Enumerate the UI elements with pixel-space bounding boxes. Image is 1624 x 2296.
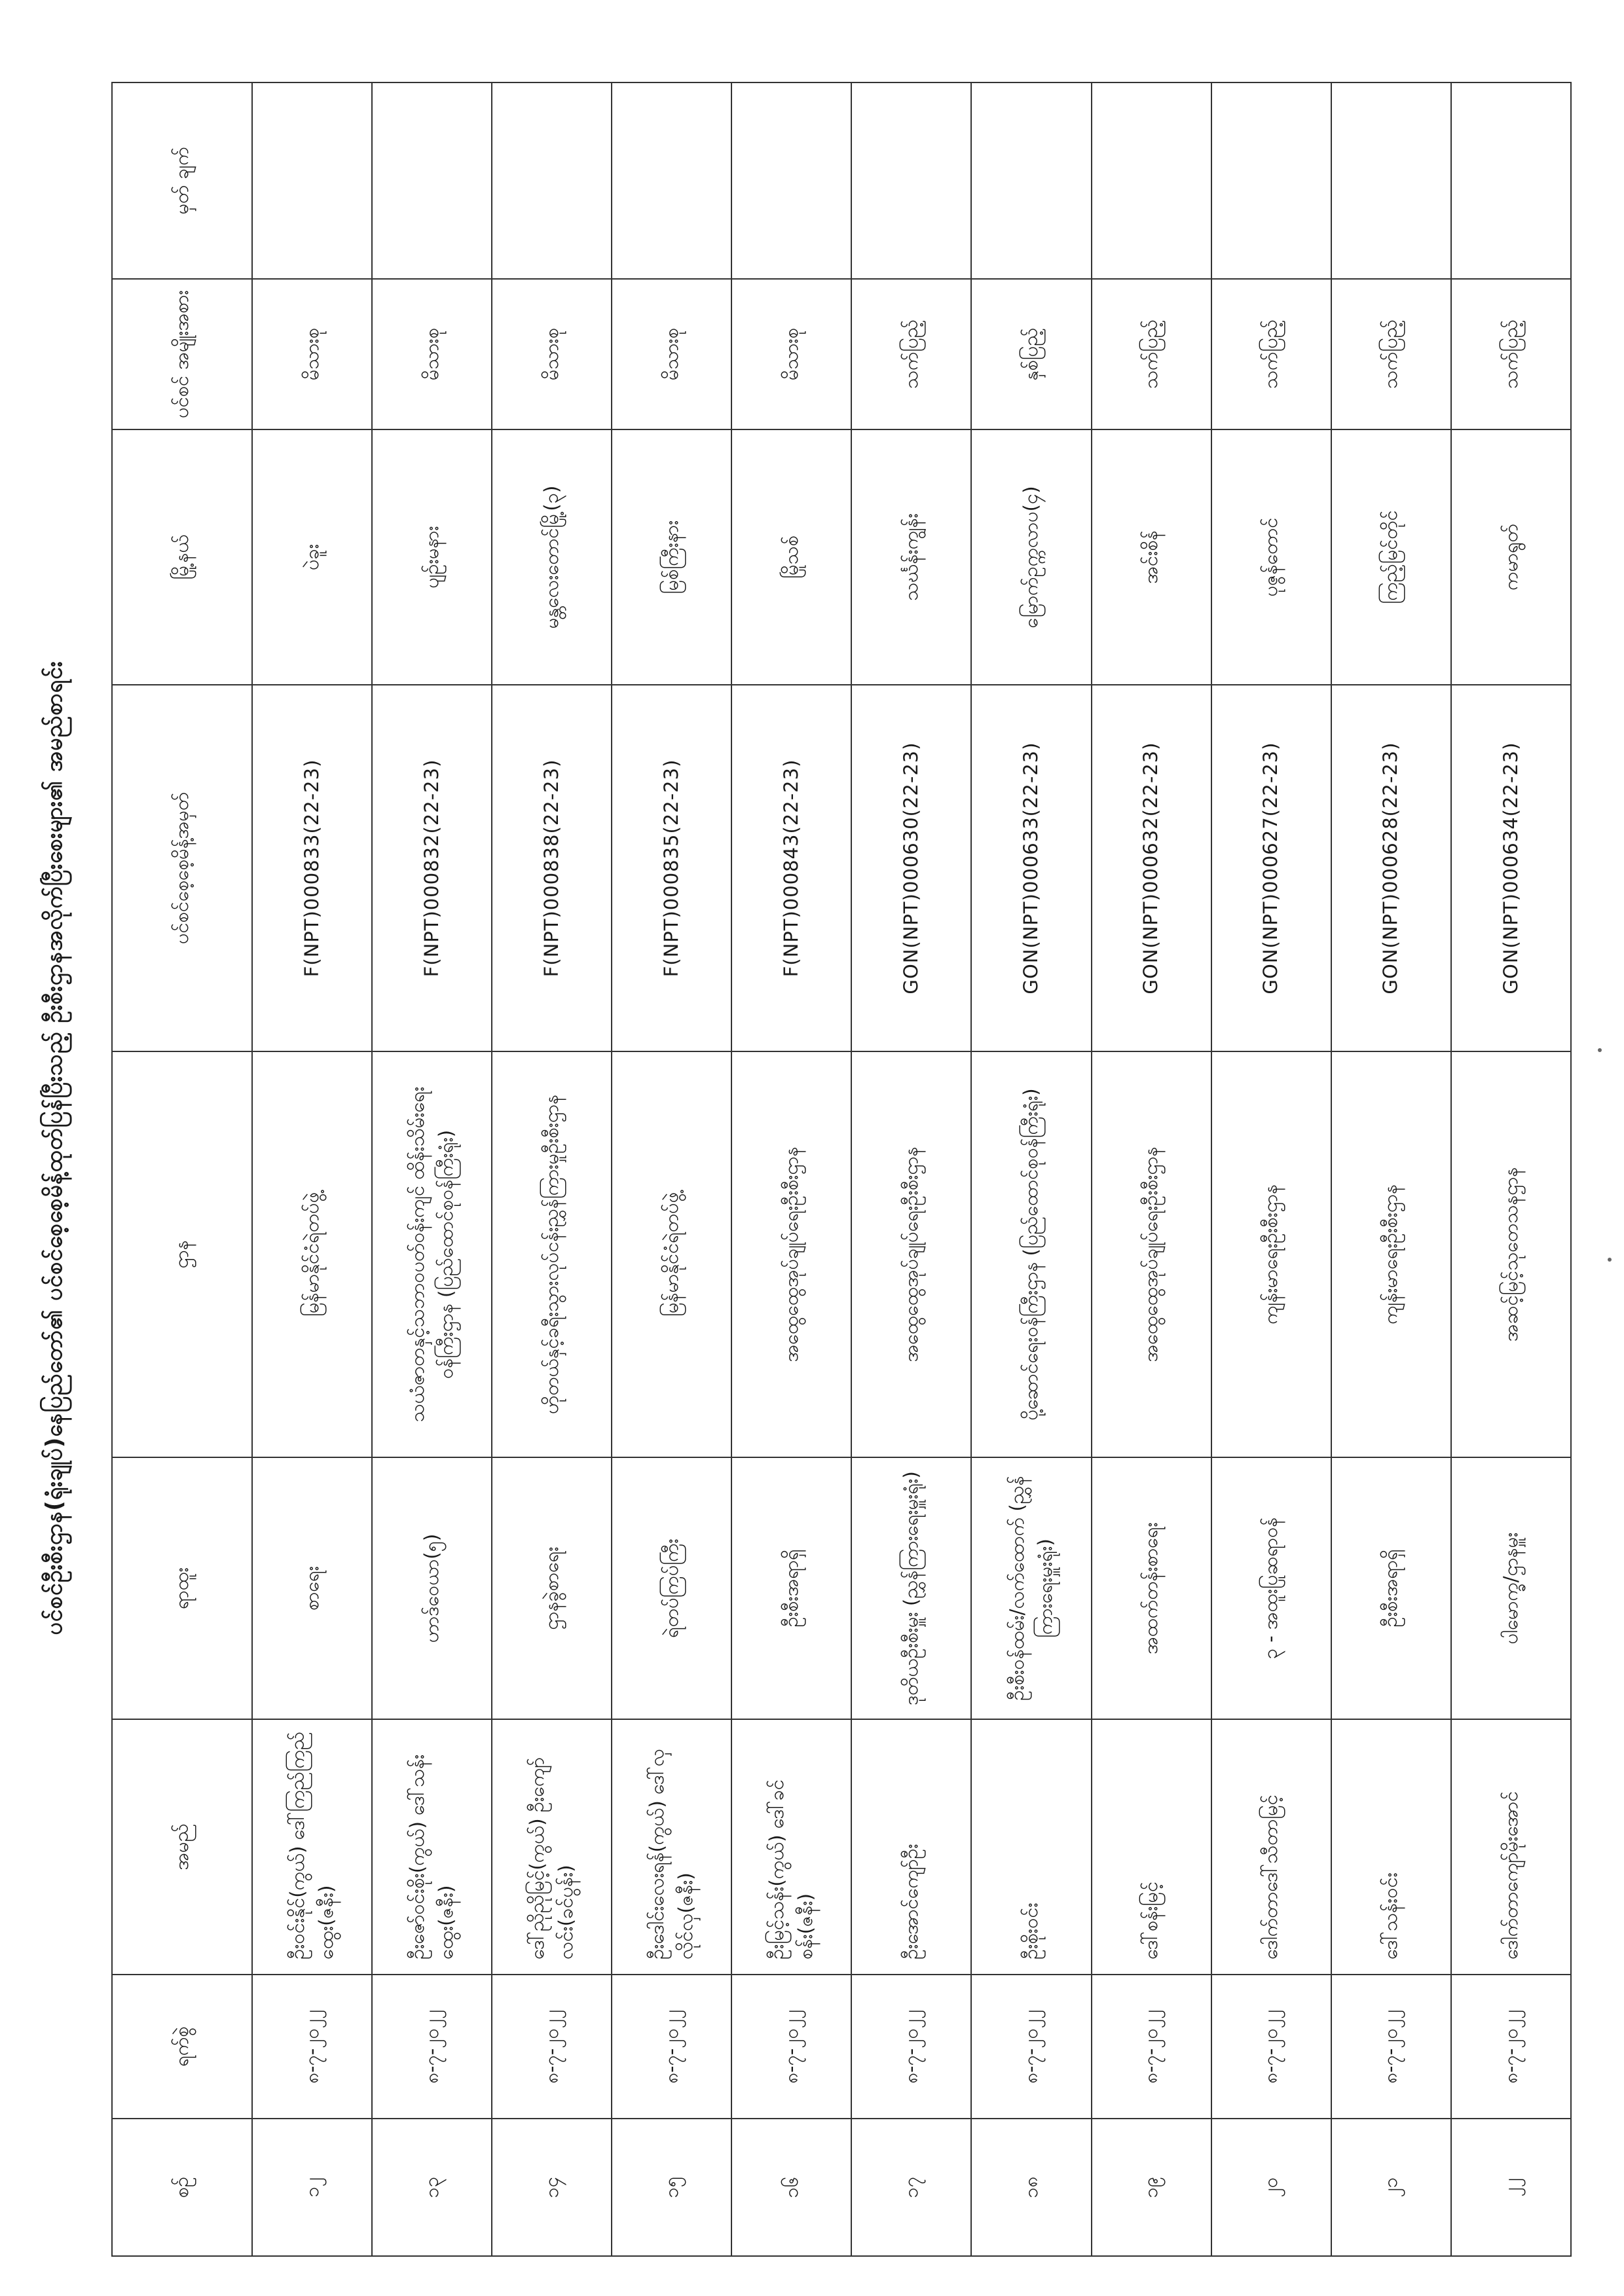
cell-date: ၈-၇-၂၀၂၂ — [252, 1975, 372, 2119]
cell-remarks — [492, 82, 612, 279]
cell-name: ဒေါက်တာဒေါ်သီတာမြင့် — [1211, 1719, 1331, 1975]
cell-no: ၁၉ — [1092, 2119, 1211, 2256]
cell-township: မြောက်ဥက္ကလာပ(၄) — [971, 429, 1091, 685]
cell-no: ၂၁ — [1331, 2119, 1451, 2256]
cell-department: အဆင့်မြင့်သုတေသနဌာန — [1451, 1051, 1571, 1457]
cell-remarks — [1211, 82, 1331, 279]
header-no: စဉ် — [112, 2119, 252, 2256]
cell-pension-no: GON(NPT)000630(22-23) — [851, 685, 971, 1051]
cell-rank: ပါမောက္ခ/ဌာနမှူး — [1451, 1457, 1571, 1719]
cell-date: ၈-၇-၂၀၂၂ — [372, 1975, 492, 2119]
cell-date: ၈-၇-၂၀၂၂ — [1092, 1975, 1211, 2119]
cell-no: ၁၅ — [612, 2119, 731, 2256]
cell-department: ကျန်းမာရေးဦးစီးဌာန — [1211, 1051, 1331, 1457]
cell-remarks — [1331, 82, 1451, 279]
cell-type: သက်ပြည့် — [1451, 279, 1571, 429]
pension-list-table — [111, 82, 1572, 2257]
table-row — [492, 82, 612, 2256]
cell-rank: ဌာနခွဲစာရေး — [492, 1457, 612, 1719]
cell-no: ၁၂ — [252, 2119, 372, 2256]
cell-township: ကမာရွတ် — [1451, 429, 1571, 685]
cell-rank: ဦးစီးဝန်ထမ်း/လက်ထောက် (ညွှန်ကြားရေးမှူးရုံး) — [971, 1457, 1091, 1719]
cell-pension-no: GON(NPT)000628(22-23) — [1331, 685, 1451, 1051]
cell-name: ဦးမြင့်သန်း(ကွယ်) ဒေါ်ခင်စန်း(ဇနီး) — [731, 1719, 851, 1975]
table-row — [1331, 82, 1451, 2256]
cell-pension-no: F(NPT)000835(22-23) — [612, 685, 731, 1051]
header-date: ရက်စွဲ — [112, 1975, 252, 2119]
cell-date: ၈-၇-၂၀၂၂ — [612, 1975, 731, 2119]
cell-rank: အထက်တန်းစာရေး — [1092, 1457, 1211, 1719]
cell-remarks — [1092, 82, 1211, 279]
cell-department: သယံဇာတနှင့်သဘာဝပတ်ဝန်းကျင် ထိန်းသိမ်းရေးဝန်ကြီးဌာန (ပြည်ထောင်စုဝန်ကြီးရုံး) — [372, 1051, 492, 1457]
cell-township: ကြည့်မြင်တိုင် — [1331, 429, 1451, 685]
cell-department: မြန်မာနိုင်ငံရဲတပ်ဖွဲ့ — [252, 1051, 372, 1457]
cell-remarks — [372, 82, 492, 279]
cell-department: အထွေထွေအုပ်ချုပ်ရေးဦးစီးဌာန — [851, 1051, 971, 1457]
cell-type: နှစ်ပြည့် — [971, 279, 1091, 429]
cell-remarks — [252, 82, 372, 279]
cell-name: ဦးအောင်ကျော်ဦး — [851, 1719, 971, 1975]
cell-township: မြစ်ကြီးနား — [612, 429, 731, 685]
table-row — [612, 82, 731, 2256]
cell-no: ၂၂ — [1451, 2119, 1571, 2256]
table-row — [971, 82, 1091, 2256]
cell-rank: ဦးစီးအရာရှိ — [731, 1457, 851, 1719]
cell-pension-no: F(NPT)000832(22-23) — [372, 685, 492, 1051]
document-title: ပင်စင်ဦးစီးဌာန(ရုံးချုပ်)နေပြည်တော်၏ ပင်စင်စေ့စေ့မိန့်ထုတ်ပြန်ပြီးသည့် ဦးစီးဌာနအလိုက်ပြီးစေးများ၏ အမည်စာရင်း — [41, 661, 67, 1635]
scan-speck — [1608, 1258, 1612, 1262]
table-row — [1092, 82, 1211, 2256]
cell-no: ၁၆ — [731, 2119, 851, 2256]
table-row — [372, 82, 492, 2256]
cell-name: ဒေါ်ညိုညိုမြင့်(ကွယ်) ဦးကျော်လင်း(ခင်ပွန်း) — [492, 1719, 612, 1975]
cell-type: သက်ပြည့် — [1092, 279, 1211, 429]
cell-pension-no: GON(NPT)000634(22-23) — [1451, 685, 1571, 1051]
cell-date: ၈-၇-၂၀၂၂ — [731, 1975, 851, 2119]
cell-name: ဦးဇော်ဝင်းစိုး(ကွယ်) ဒေါ်သန်းထွေး(ဇနီး) — [372, 1719, 492, 1975]
cell-township: ပဲခူး — [252, 429, 372, 685]
cell-rank: ရဲတပ်ကြပ်ကြီး — [612, 1457, 731, 1719]
cell-rank: စာရေး — [252, 1457, 372, 1719]
header-township: မြို့နယ် — [112, 429, 252, 685]
cell-township: ပျဉ်းမနား — [372, 429, 492, 685]
cell-name: ဦးစိုးဝင်း — [971, 1719, 1091, 1975]
cell-date: ၈-၇-၂၀၂၂ — [971, 1975, 1091, 2119]
cell-pension-no: F(NPT)000833(22-23) — [252, 685, 372, 1051]
header-name: အမည် — [112, 1719, 252, 1975]
table-row — [252, 82, 372, 2256]
header-remarks: မှတ် ချက် — [112, 82, 252, 279]
cell-rank: ၃ - အထူးပြုဆရာဝန် — [1211, 1457, 1331, 1719]
cell-type: သက်ပြည့် — [1211, 279, 1331, 429]
scan-speck — [1598, 1048, 1602, 1052]
cell-date: ၈-၇-၂၀၂၂ — [851, 1975, 971, 2119]
cell-date: ၈-၇-၂၀၂၂ — [492, 1975, 612, 2119]
cell-pension-no: F(NPT)000838(22-23) — [492, 685, 612, 1051]
cell-type: မိသားစု — [731, 279, 851, 429]
table-row — [851, 82, 971, 2256]
cell-no: ၁၃ — [372, 2119, 492, 2256]
cell-type: မိသားစု — [612, 279, 731, 429]
header-department: ဌာန — [112, 1051, 252, 1457]
cell-rank: ဦးစီးအရာရှိ — [1331, 1457, 1451, 1719]
cell-type: မိသားစု — [372, 279, 492, 429]
cell-remarks — [1451, 82, 1571, 279]
cell-remarks — [971, 82, 1091, 279]
cell-department: ပို့ဆောင်ရေးဝန်ကြီးဌာန (ပြည်ထောင်စုဝန်ကြီးရုံး) — [971, 1051, 1091, 1457]
header-rank: ရာထူး — [112, 1457, 252, 1719]
cell-department: ဟိုတယ်နှင့်ခရီးသွားလုပ်ငန်းညွှန်ကြားမှုဦးစီးဌာန — [492, 1051, 612, 1457]
cell-rank: ဟာဒ်ဝေယာ(၅) — [372, 1457, 492, 1719]
cell-pension-no: GON(NPT)000632(22-23) — [1092, 685, 1211, 1051]
cell-pension-no: GON(NPT)000627(22-23) — [1211, 685, 1331, 1051]
cell-type: သက်ပြည့် — [851, 279, 971, 429]
cell-township: မြိုသစ် — [731, 429, 851, 685]
cell-pension-no: GON(NPT)000633(22-23) — [971, 685, 1091, 1051]
cell-type: သက်ပြည့် — [1331, 279, 1451, 429]
cell-township: သင်္ဃန်းကျွန်း — [851, 429, 971, 685]
cell-department: အထွေထွေအုပ်ချုပ်ရေးဦးစီးဌာန — [1092, 1051, 1211, 1457]
cell-remarks — [612, 82, 731, 279]
cell-name: ဒေါ်သန်းဝင်း — [1331, 1719, 1451, 1975]
table-row — [731, 82, 851, 2256]
cell-no: ၁၄ — [492, 2119, 612, 2256]
cell-date: ၈-၇-၂၀၂၂ — [1331, 1975, 1451, 2119]
cell-township: မန္တလေးတောင်မြို့(၃) — [492, 429, 612, 685]
header-pension-no: ပင်စင်စေ့စေ့မိန့်အမှတ် — [112, 685, 252, 1051]
cell-type: မိသားစု — [492, 279, 612, 429]
cell-date: ၈-၇-၂၀၂၂ — [1451, 1975, 1571, 2119]
cell-township: အင်းစိန် — [1092, 429, 1211, 685]
cell-department: ကျန်းမာရေးဦးစီးဌာန — [1331, 1051, 1451, 1457]
table-row — [1211, 82, 1331, 2256]
table-header-row — [112, 82, 252, 2256]
cell-rank: ဒုတိယဦးစီးမှူး (ညွှန်ကြားရေးမှူးရုံး) — [851, 1457, 971, 1719]
cell-no: ၂၀ — [1211, 2119, 1331, 2256]
cell-name: ဒေါ်စန်းမြင့် — [1092, 1719, 1211, 1975]
cell-name: ဦးဝင်းနိုင်(ကွယ်) ဒေါ်ကြည်ကြည်ထွေး(ဇနီး) — [252, 1719, 372, 1975]
cell-no: ၁၇ — [851, 2119, 971, 2256]
header-type: ပင်စင် အမျိုးအစား — [112, 279, 252, 429]
cell-department: မြန်မာနိုင်ငံရဲတပ်ဖွဲ့ — [612, 1051, 731, 1457]
cell-type: မိသားစု — [252, 279, 372, 429]
cell-pension-no: F(NPT)000843(22-23) — [731, 685, 851, 1051]
cell-department: အထွေထွေအုပ်ချုပ်ရေးဦးစီးဌာန — [731, 1051, 851, 1457]
cell-township: ပုဇွန်တောင် — [1211, 429, 1331, 685]
cell-remarks — [731, 82, 851, 279]
cell-no: ၁၈ — [971, 2119, 1091, 2256]
cell-date: ၈-၇-၂၀၂၂ — [1211, 1975, 1331, 2119]
table-row — [1451, 82, 1571, 2256]
cell-remarks — [851, 82, 971, 279]
cell-name: ဒေါက်တာကျော်မိုးအောင် — [1451, 1719, 1571, 1975]
cell-name: ဦးဒေါင်းလေးရန်(ကွယ်) ဒေါ်လှလိုင်လှ(ဇနီး) — [612, 1719, 731, 1975]
